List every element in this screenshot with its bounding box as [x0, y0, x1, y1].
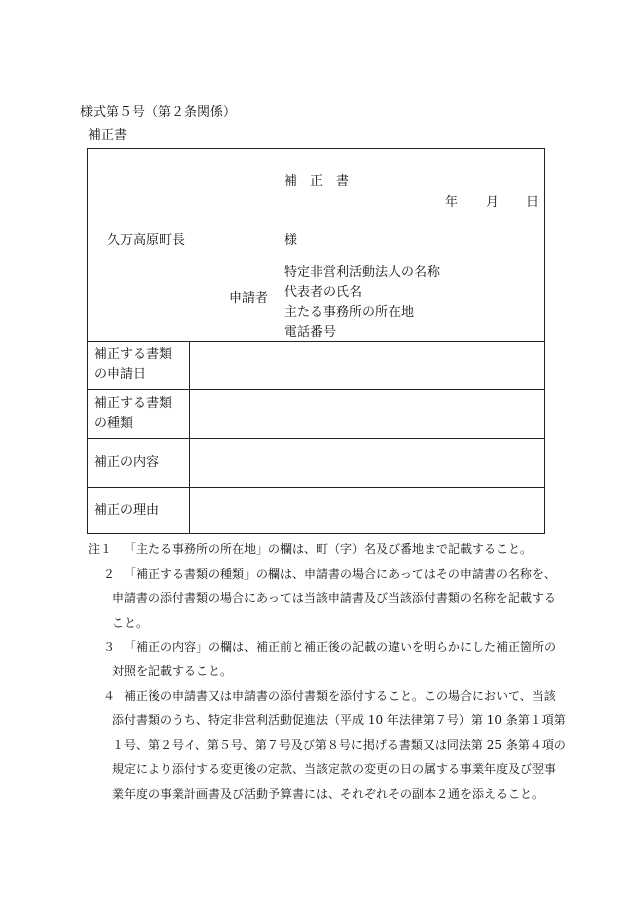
correction-form-table — [87, 148, 545, 534]
document-label: 補正書 — [88, 128, 128, 143]
row-divider — [88, 389, 544, 390]
applicant-label: 申請者 — [229, 291, 269, 306]
note-4-line-4: 規定により添付する変更後の定款、当該定款の変更の日の属する事業年度及び翌事 — [112, 762, 557, 776]
row-label-application-date: 補正する書類 の申請日 — [94, 347, 173, 382]
date-month-label: 月 — [486, 195, 500, 210]
note-4-line-3: １号、第２号イ、第５号、第７号及び第８号に掲げる書類又は同法第 25 条第４項の — [112, 738, 566, 752]
note-1-text: 「主たる事務所の所在地」の欄は、町（字）名及び番地まで記載すること。 — [124, 542, 533, 556]
note-2-line-3: こと。 — [112, 616, 149, 630]
note-4-line-5: 業年度の事業計画書及び活動予算書には、それぞれその副本２通を添えること。 — [112, 787, 545, 801]
applicant-field-org-name: 特定非営利活動法人の名称 — [284, 265, 441, 280]
addressee: 久万高原町長 — [107, 233, 186, 248]
note-2-line-1: 「補正する書類の種類」の欄は、申請書の場合にあってはその申請書の名称を、 — [124, 567, 556, 581]
note-2-line-2: 申請書の添付書類の場合にあっては当該申請書及び当該添付書類の名称を記載する — [112, 591, 556, 605]
row-label-correction-content: 補正の内容 — [94, 455, 160, 470]
note-3-number: ３ — [103, 640, 116, 654]
note-4-line-1: 補正後の申請書又は申請書の添付書類を添付すること。この場合において、当該 — [124, 689, 556, 703]
form-number: 様式第５号（第２条関係） — [80, 105, 237, 120]
note-2-number: ２ — [103, 567, 116, 581]
row-divider — [88, 438, 544, 439]
note-1-number: 注１ — [88, 542, 113, 556]
note-4-line-2: 添付書類のうち、特定非営利活動促進法（平成 10 年法律第７号）第 10 条第１項第 — [112, 713, 566, 727]
row-divider — [88, 341, 544, 342]
date-day-label: 日 — [526, 195, 540, 210]
row-label-document-type: 補正する書類 の種類 — [94, 396, 173, 431]
applicant-field-phone: 電話番号 — [284, 325, 337, 340]
note-3-line-2: 対照を記載すること。 — [112, 664, 233, 678]
applicant-field-office-address: 主たる事務所の所在地 — [284, 305, 415, 320]
form-title: 補 正 書 — [284, 174, 350, 189]
column-divider — [189, 341, 190, 533]
row-label-correction-reason: 補正の理由 — [94, 503, 160, 518]
applicant-field-representative: 代表者の氏名 — [284, 285, 363, 300]
applicant-fields — [284, 263, 440, 343]
note-4-number: ４ — [103, 689, 116, 703]
note-3-line-1: 「補正の内容」の欄は、補正前と補正後の記載の違いを明らかにした補正箇所の — [124, 640, 557, 654]
honorific: 様 — [284, 233, 298, 248]
date-year-label: 年 — [445, 195, 459, 210]
row-divider — [88, 487, 544, 488]
